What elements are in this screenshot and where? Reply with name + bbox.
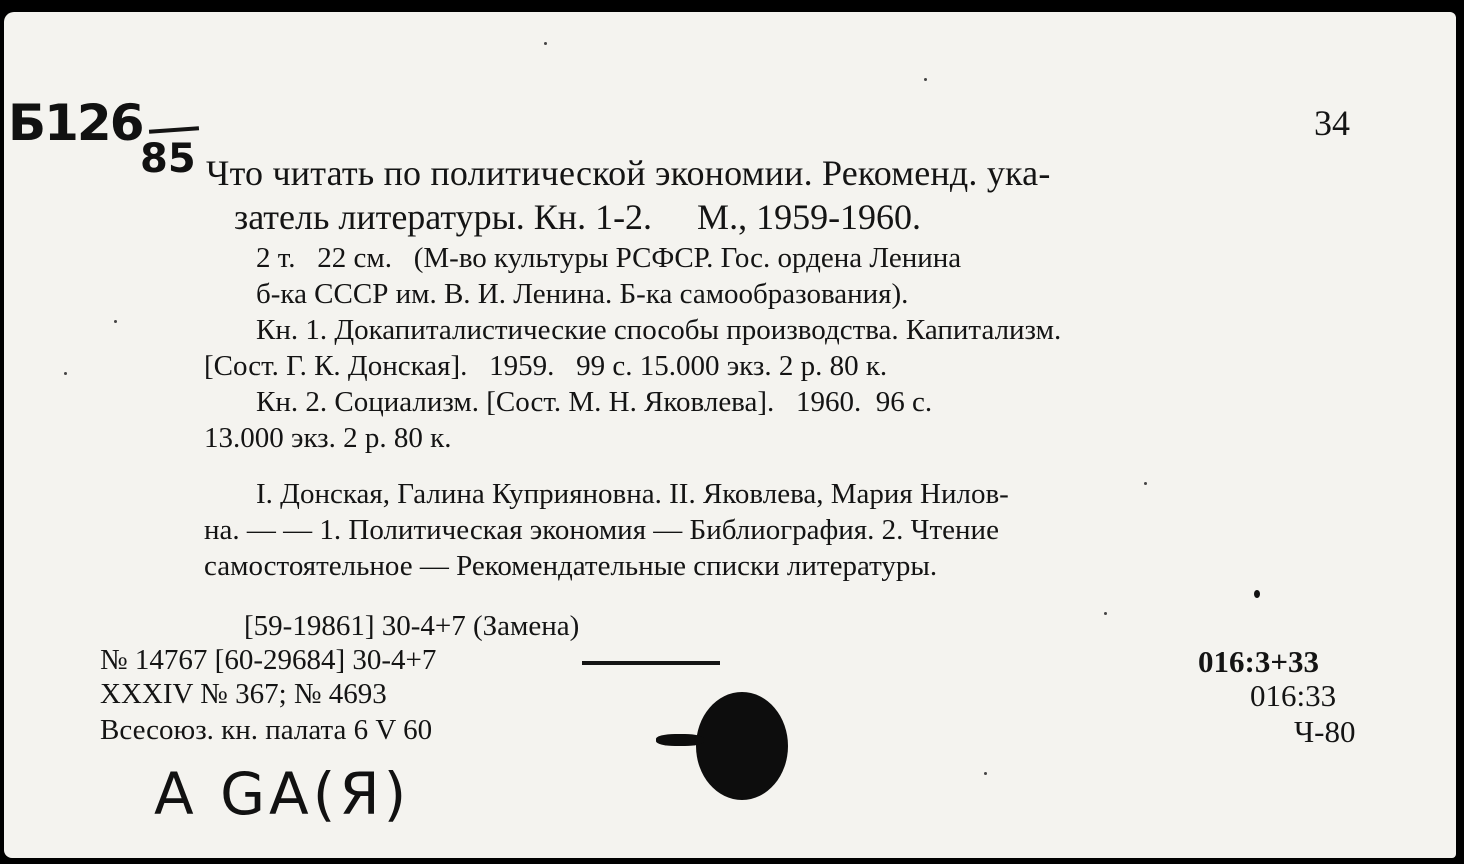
- imprint-line-1: [59-19861] 30-4+7 (Замена): [244, 610, 580, 642]
- handwritten-note: А GA(Я): [154, 760, 411, 828]
- tracing-line-2: на. — — 1. Политическая экономия — Библиография. 2. Чтение: [204, 514, 999, 546]
- description-line-1: 2 т. 22 см. (М-во культуры РСФСР. Гос. ордена Ленина: [256, 242, 962, 274]
- title-line-2: затель литературы. Кн. 1-2. М., 1959-1960.: [234, 197, 922, 237]
- imprint-rule: [582, 661, 720, 665]
- volume-1-line-1: Кн. 1. Докапиталистические способы производства. Капитализм.: [256, 314, 1062, 346]
- classification-line-1: 016:3+33: [1198, 644, 1319, 679]
- speck: [984, 772, 987, 775]
- shelfmark-divider: [149, 126, 199, 133]
- tracing-line-1: I. Донская, Галина Куприяновна. II. Яковлева, Мария Нилов-: [256, 478, 1009, 510]
- speck: [1104, 612, 1107, 615]
- volume-2-line-1: Кн. 2. Социализм. [Сост. М. Н. Яковлева]. 1960. 96 с.: [256, 386, 933, 418]
- imprint-line-3: XXXIV № 367; № 4693: [100, 678, 387, 710]
- imprint-line-2: № 14767 [60-29684] 30-4+7: [100, 644, 437, 676]
- volume-2-line-2: 13.000 экз. 2 р. 80 к.: [204, 422, 452, 454]
- ink-blot-tail: [656, 734, 704, 746]
- speck: [114, 320, 117, 323]
- speck: [1254, 590, 1260, 598]
- handwritten-shelfmark-year: 85: [140, 136, 196, 182]
- speck: [64, 372, 67, 375]
- volume-1-line-2: [Сост. Г. К. Донская]. 1959. 99 с. 15.000 экз. 2 р. 80 к.: [204, 350, 888, 382]
- classification-line-3: Ч-80: [1294, 714, 1356, 749]
- title-line-1: Что читать по политической экономии. Рекоменд. ука-: [206, 153, 1051, 193]
- card-number: 34: [1314, 103, 1350, 143]
- tracing-line-3: самостоятельное — Рекомендательные списки литературы.: [204, 550, 938, 582]
- description-line-2: б-ка СССР им. В. И. Ленина. Б-ка самообразования).: [256, 278, 909, 310]
- speck: [924, 78, 927, 81]
- speck: [544, 42, 547, 45]
- catalog-card: [4, 12, 1456, 858]
- ink-blot: [696, 692, 788, 800]
- speck: [1144, 482, 1147, 485]
- imprint-line-4: Всесоюз. кн. палата 6 V 60: [100, 714, 433, 746]
- classification-line-2: 016:33: [1250, 678, 1337, 713]
- handwritten-shelfmark: Б126: [8, 94, 143, 152]
